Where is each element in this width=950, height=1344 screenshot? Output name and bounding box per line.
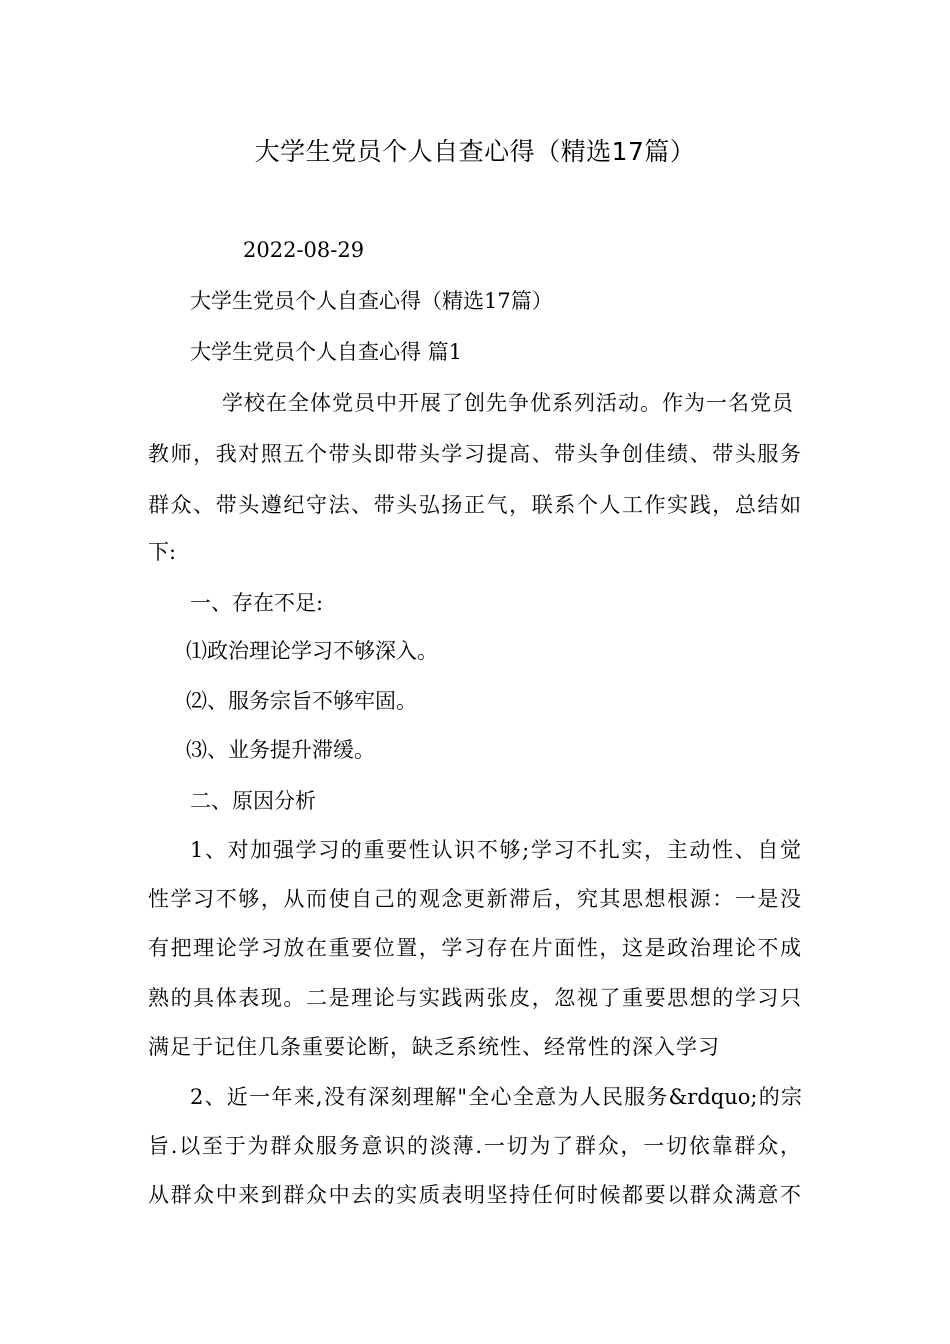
paragraph-line: 学校在全体党员中开展了创先争优系列活动。作为一名党员 [222,391,794,415]
paragraph-line: 群众、带头遵纪守法、带头弘扬正气，联系个人工作实践，总结如 [148,493,802,517]
paragraph-line: 教师，我对照五个带头即带头学习提高、带头争创佳绩、带头服务 [148,442,802,466]
paragraph-line: 满足于记住几条重要论断，缺乏系统性、经常性的深入学习 [148,1035,720,1059]
document-subtitle: 大学生党员个人自查心得（精选17篇） [190,289,553,313]
section-heading: 大学生党员个人自查心得 篇1 [190,340,463,364]
list-item: ⑶、业务提升滞缓。 [186,738,375,762]
list-item: ⑴政治理论学习不够深入。 [186,639,438,663]
paragraph-line: 1、对加强学习的重要性认识不够;学习不扎实，主动性、自觉 [190,838,802,862]
document-title: 大学生党员个人自查心得（精选17篇） [254,137,696,166]
paragraph-line: 熟的具体表现。二是理论与实践两张皮，忽视了重要思想的学习只 [148,986,802,1010]
paragraph-line: 下: [148,540,177,564]
heading-shortcomings: 一、存在不足: [190,591,324,615]
paragraph-line: 旨.以至于为群众服务意识的淡薄.一切为了群众，一切依靠群众， [148,1134,802,1158]
paragraph-line: 有把理论学习放在重要位置，学习存在片面性，这是政治理论不成 [148,936,802,960]
paragraph-line: 2、近一年来,没有深刻理解"全心全意为人民服务&rdquo;的宗 [190,1085,802,1109]
document-date: 2022-08-29 [243,238,365,262]
paragraph-line: 从群众中来到群众中去的实质表明坚持任何时候都要以群众满意不 [148,1183,802,1207]
list-item: ⑵、服务宗旨不够牢固。 [186,689,417,713]
paragraph-line: 性学习不够，从而使自己的观念更新滞后，究其思想根源：一是没 [148,887,802,911]
heading-cause-analysis: 二、原因分析 [190,789,316,813]
